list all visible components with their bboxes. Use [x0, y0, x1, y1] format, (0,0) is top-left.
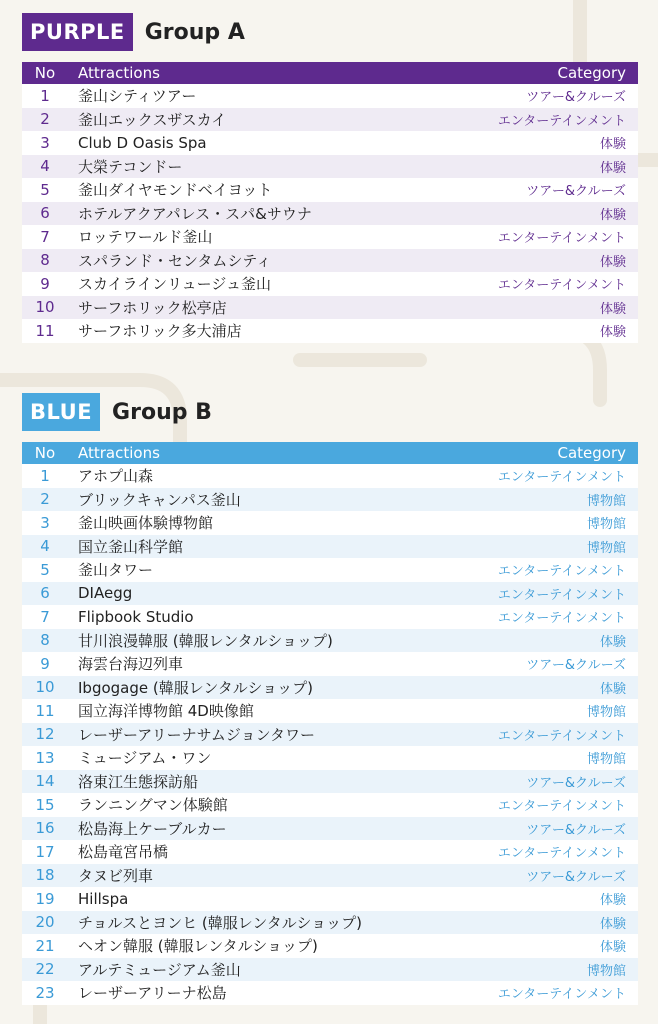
row-number: 3 [40, 513, 50, 532]
attraction-name: サーフホリック松亭店 [78, 298, 227, 317]
table-row [22, 272, 638, 296]
table-header-row [22, 442, 638, 464]
attraction-category: 体験 [599, 325, 626, 341]
group-b-title: Group B [112, 399, 212, 425]
table-row [22, 319, 638, 343]
row-number: 6 [40, 204, 50, 223]
attraction-category: ツアー&クルーズ [526, 90, 626, 106]
attraction-name: スカイラインリュージュ釜山 [78, 275, 272, 294]
attraction-category: ツアー&クルーズ [526, 869, 626, 885]
attraction-category: エンターテインメント [497, 231, 626, 247]
table-row [22, 464, 638, 488]
table-row [22, 225, 638, 249]
row-number: 10 [35, 298, 55, 317]
table-row [22, 793, 638, 817]
header-no: No [22, 62, 68, 84]
attraction-category: 博物館 [586, 540, 626, 556]
purple-badge: PURPLE [22, 13, 133, 51]
attraction-name: Ibgogage (韓服レンタルショップ) [78, 678, 313, 697]
row-number: 6 [40, 584, 50, 603]
table-row [22, 934, 638, 958]
table-row [22, 981, 638, 1005]
row-number: 4 [40, 537, 50, 556]
header-category: Category [408, 442, 638, 464]
header-attractions: Attractions [68, 62, 408, 84]
table-row [22, 746, 638, 770]
attraction-category: ツアー&クルーズ [526, 822, 626, 838]
row-number: 8 [40, 631, 50, 650]
attraction-name: 国立釜山科学館 [78, 537, 184, 556]
attraction-name: チョルスとヨンヒ (韓服レンタルショップ) [78, 913, 362, 932]
attraction-name: タヌビ列車 [78, 866, 154, 885]
row-number: 20 [35, 913, 55, 932]
row-number: 2 [40, 110, 50, 129]
table-row [22, 511, 638, 535]
attraction-name: スパランド・センタムシティ [78, 251, 272, 270]
attraction-category: 体験 [599, 634, 626, 650]
table-row [22, 864, 638, 888]
table-row [22, 652, 638, 676]
attraction-name: 釜山シティツアー [78, 87, 197, 106]
attraction-category: エンターテインメント [497, 564, 626, 580]
group-a-rows [22, 84, 638, 343]
attraction-category: 博物館 [586, 517, 626, 533]
attraction-name: Hillspa [78, 889, 129, 908]
row-number: 7 [40, 227, 50, 246]
table-row [22, 605, 638, 629]
row-number: 23 [35, 983, 55, 1002]
row-number: 3 [40, 133, 50, 152]
attraction-category: エンターテインメント [497, 987, 626, 1003]
row-number: 14 [35, 772, 55, 791]
row-number: 9 [40, 654, 50, 673]
table-row [22, 84, 638, 108]
table-header-row [22, 62, 638, 84]
table-row [22, 582, 638, 606]
header-attractions: Attractions [68, 442, 408, 464]
attraction-name: ヘオン韓服 (韓服レンタルショップ) [78, 937, 318, 956]
table-row [22, 676, 638, 700]
attraction-category: 博物館 [586, 752, 626, 768]
group-a-heading [22, 12, 638, 52]
table-row [22, 958, 638, 982]
attraction-category: エンターテインメント [497, 278, 626, 294]
attraction-name: DIAegg [78, 584, 133, 603]
table-row [22, 178, 638, 202]
row-number: 19 [35, 889, 55, 908]
attraction-category: 博物館 [586, 493, 626, 509]
table-row [22, 131, 638, 155]
attraction-category: ツアー&クルーズ [526, 658, 626, 674]
attraction-name: ロッテワールド釜山 [78, 228, 213, 247]
group-a-section [22, 12, 638, 343]
attraction-category: ツアー&クルーズ [526, 775, 626, 791]
attraction-category: ツアー&クルーズ [526, 184, 626, 200]
attraction-category: 体験 [599, 160, 626, 176]
row-number: 15 [35, 795, 55, 814]
attraction-name: 甘川浪漫韓服 (韓服レンタルショップ) [78, 631, 333, 650]
attraction-name: 海雲台海辺列車 [78, 655, 184, 674]
attraction-category: 体験 [599, 681, 626, 697]
attraction-category: 体験 [599, 301, 626, 317]
attraction-category: 体験 [599, 207, 626, 223]
row-number: 22 [35, 960, 55, 979]
group-b-table [22, 442, 638, 1005]
row-number: 11 [35, 321, 55, 340]
attraction-category: 体験 [599, 916, 626, 932]
table-row [22, 296, 638, 320]
group-a-title: Group A [144, 19, 245, 45]
table-row [22, 817, 638, 841]
attraction-name: アホプ山森 [78, 467, 154, 486]
attraction-category: 博物館 [586, 963, 626, 979]
attraction-category: エンターテインメント [497, 846, 626, 862]
attraction-name: 釜山映画体験博物館 [78, 514, 214, 533]
attraction-category: 体験 [599, 940, 626, 956]
attraction-category: 博物館 [586, 705, 626, 721]
group-b-section [22, 392, 638, 1005]
attraction-category: 体験 [599, 137, 626, 153]
table-row [22, 202, 638, 226]
attraction-name: 洛東江生態探訪船 [78, 772, 199, 791]
attraction-name: 釜山エックスザスカイ [78, 110, 227, 129]
row-number: 16 [35, 819, 55, 838]
table-row [22, 249, 638, 273]
row-number: 21 [35, 936, 55, 955]
attraction-name: アルテミュージアム釜山 [78, 960, 241, 979]
group-b-heading [22, 392, 638, 432]
table-row [22, 699, 638, 723]
table-row [22, 723, 638, 747]
attraction-name: レーザーアリーナ松島 [78, 984, 227, 1003]
attraction-name: ランニングマン体験館 [78, 796, 228, 815]
group-b-rows [22, 464, 638, 1005]
row-number: 5 [40, 180, 50, 199]
attraction-name: 大榮テコンドー [78, 157, 183, 176]
row-number: 13 [35, 748, 55, 767]
attraction-name: Flipbook Studio [78, 607, 194, 626]
row-number: 2 [40, 490, 50, 509]
row-number: 10 [35, 678, 55, 697]
attraction-name: ブリックキャンパス釜山 [78, 490, 241, 509]
attraction-category: 体験 [599, 893, 626, 909]
table-row [22, 108, 638, 132]
table-row [22, 155, 638, 179]
table-row [22, 629, 638, 653]
header-category: Category [408, 62, 638, 84]
row-number: 1 [40, 466, 50, 485]
attraction-name: ミュージアム・ワン [78, 749, 212, 768]
row-number: 4 [40, 157, 50, 176]
row-number: 18 [35, 866, 55, 885]
row-number: 11 [35, 701, 55, 720]
attraction-category: エンターテインメント [497, 113, 626, 129]
attraction-name: サーフホリック多大浦店 [78, 322, 242, 341]
row-number: 8 [40, 251, 50, 270]
table-row [22, 535, 638, 559]
attraction-name: 松島海上ケーブルカー [78, 819, 227, 838]
attraction-category: エンターテインメント [497, 587, 626, 603]
attraction-category: エンターテインメント [497, 799, 626, 815]
attraction-name: ホテルアクアパレス・スパ&サウナ [78, 204, 312, 223]
attraction-name: レーザーアリーナサムジョンタワー [78, 725, 316, 744]
blue-badge: BLUE [22, 393, 100, 431]
attraction-name: 松島竜宮吊橋 [78, 843, 169, 862]
table-row [22, 911, 638, 935]
attraction-category: エンターテインメント [497, 728, 626, 744]
attraction-category: 体験 [599, 254, 626, 270]
row-number: 5 [40, 560, 50, 579]
table-row [22, 558, 638, 582]
attraction-category: エンターテインメント [497, 611, 626, 627]
row-number: 7 [40, 607, 50, 626]
table-row [22, 770, 638, 794]
attraction-name: 釜山ダイヤモンドベイヨット [78, 181, 273, 200]
attraction-name: Club D Oasis Spa [78, 133, 207, 152]
row-number: 1 [40, 86, 50, 105]
attraction-name: 国立海洋博物館 4D映像館 [78, 702, 254, 721]
attraction-category: エンターテインメント [497, 470, 626, 486]
table-row [22, 488, 638, 512]
row-number: 9 [40, 274, 50, 293]
row-number: 12 [35, 725, 55, 744]
table-row [22, 887, 638, 911]
table-row [22, 840, 638, 864]
header-no: No [22, 442, 68, 464]
attraction-name: 釜山タワー [78, 561, 154, 580]
group-a-table [22, 62, 638, 343]
row-number: 17 [35, 842, 55, 861]
